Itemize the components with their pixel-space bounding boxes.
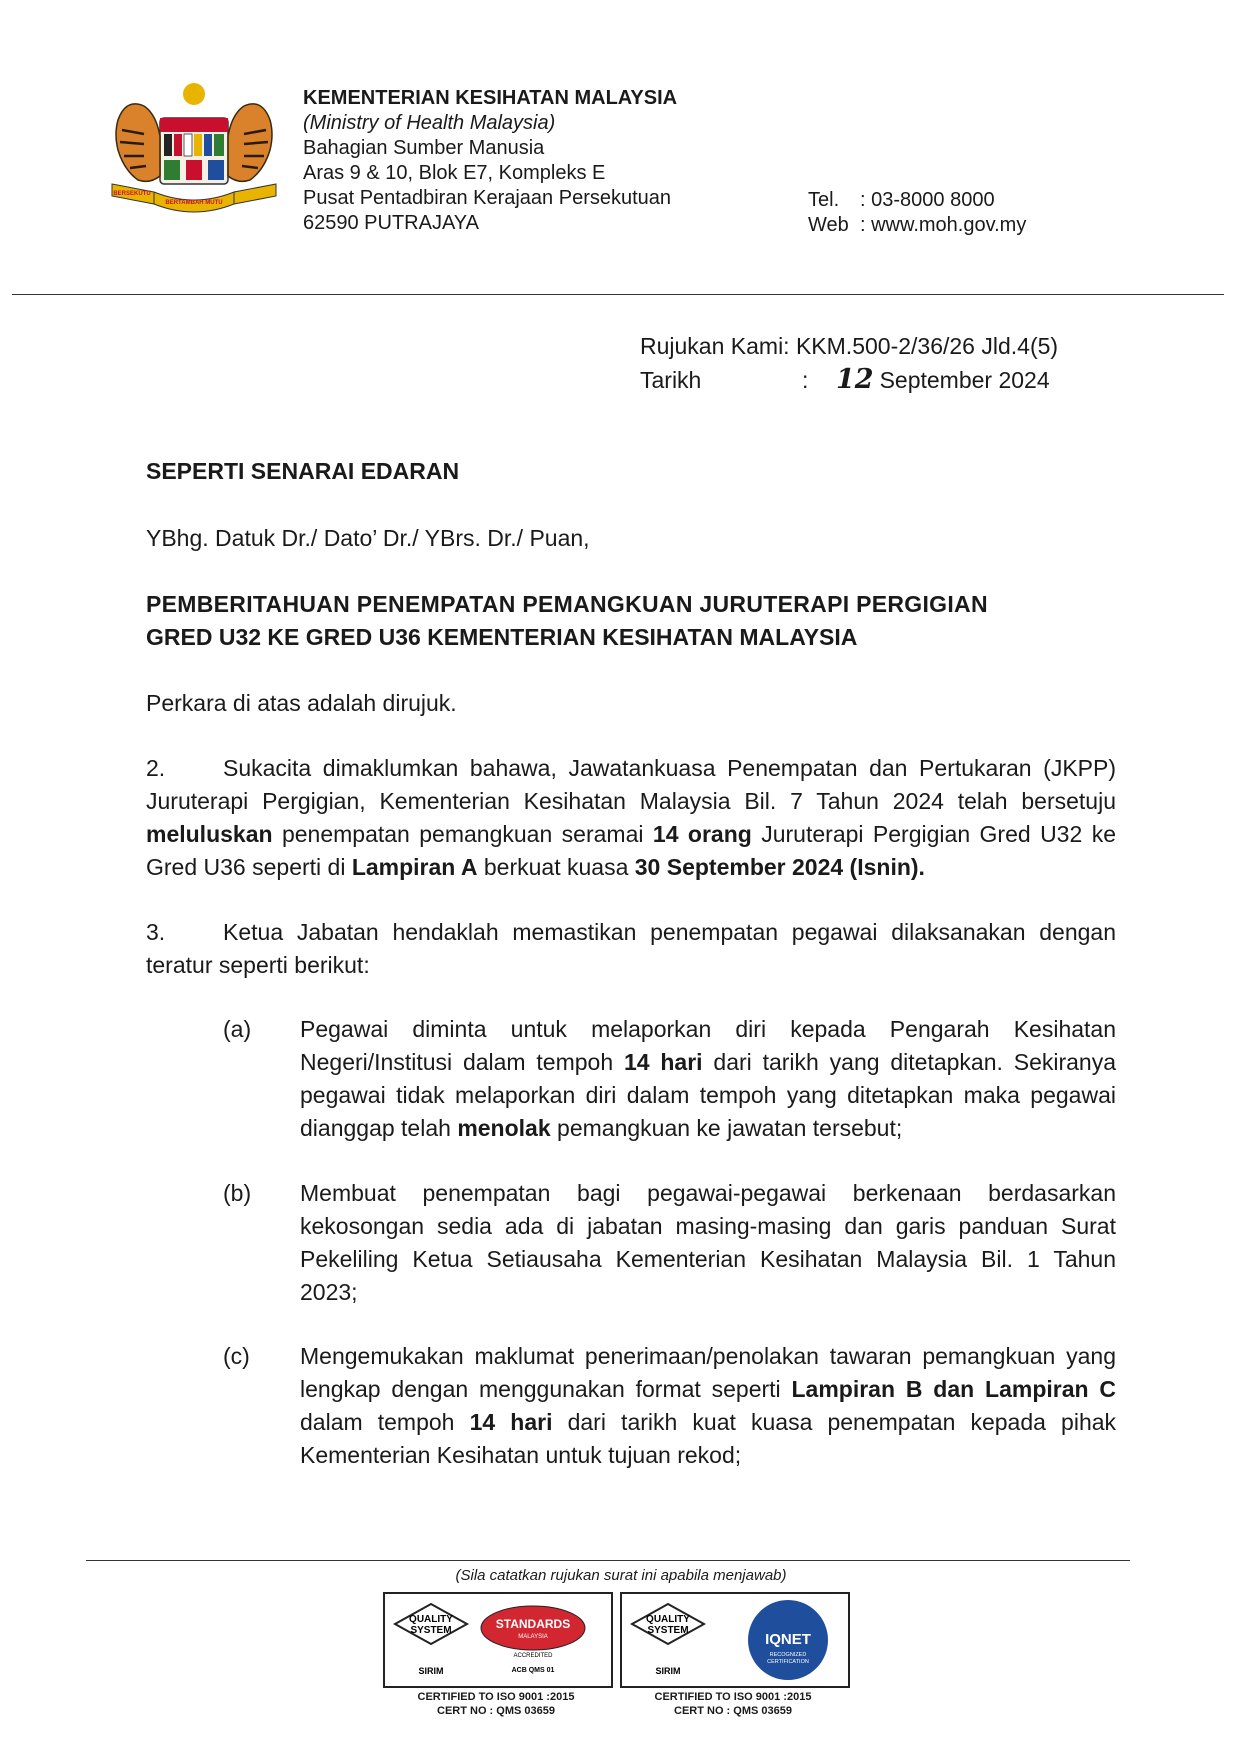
malaysia-text: MALAYSIA: [518, 1634, 548, 1640]
quality-system-text: QUALITY: [646, 1614, 690, 1625]
coat-of-arms-logo: [108, 80, 280, 215]
item-bold-text: 14 hari: [469, 1409, 553, 1435]
list-item-text: [300, 1340, 1116, 1472]
paragraph-bold-text: Lampiran A: [351, 854, 478, 880]
list-item-b: [146, 1177, 1116, 1309]
certification-line: CERT NO : QMS 03659: [437, 1705, 555, 1717]
list-item-text: Membuat penempatan bagi pegawai-pegawai berkenaan berdasarkan kekosongan sedia ada di jabatan masing-masing dan garis panduan Surat Pekeliling Ketua Setiausaha Kementerian Kesihatan Malaysia Bil. 1 Tahun 2023;: [300, 1180, 1116, 1305]
list-item-a: [146, 1013, 1116, 1145]
date-colon: :: [802, 367, 809, 393]
ministry-name: KEMENTERIAN KESIHATAN MALAYSIA: [303, 87, 678, 109]
subject-line: GRED U32 KE GRED U36 KEMENTERIAN KESIHATAN MALAYSIA: [146, 624, 858, 650]
sirim-iqnet-logo: [622, 1594, 848, 1686]
certification-text: [613, 1690, 853, 1718]
item-text: dari tarikh kuat kuasa penempatan kepada pihak Kementerian Kesihatan untuk tujuan rekod;: [300, 1409, 1117, 1468]
quality-system-text: QUALITY: [409, 1614, 453, 1625]
letterhead-address: [303, 86, 677, 236]
paragraph-bold-text: 30 September 2024 (Isnin).: [634, 854, 925, 880]
salutation: YBhg. Datuk Dr./ Dato’ Dr./ YBrs. Dr./ Puan,: [146, 525, 590, 551]
header-divider: [12, 294, 1224, 295]
item-bold-text: menolak: [457, 1115, 551, 1141]
reference-label: Rujukan Kami:: [640, 333, 790, 359]
item-text: Pegawai diminta untuk melaporkan diri kepada Pengarah Kesihatan Negeri/Institusi dalam tempoh: [300, 1016, 1116, 1075]
footer-note: (Sila catatkan rujukan surat ini apabila menjawab): [455, 1567, 787, 1584]
paragraph-bold-text: meluluskan: [146, 821, 273, 847]
certification-line: CERT NO : QMS 03659: [674, 1705, 792, 1717]
footer-divider: [86, 1560, 1130, 1561]
date-value: September 2024: [879, 367, 1050, 393]
standards-text: STANDARDS: [495, 1617, 571, 1631]
quality-system-text: SYSTEM: [410, 1625, 452, 1636]
paragraph-2: [146, 752, 1116, 884]
iqnet-text: IQNET: [765, 1631, 811, 1648]
reference-number: KKM.500-2/36/26 Jld.4(5): [795, 333, 1059, 359]
address-line: Pusat Pentadbiran Kerajaan Persekutuan: [303, 187, 672, 209]
list-item-label: (b): [223, 1180, 252, 1206]
sirim-text: SIRIM: [418, 1666, 444, 1676]
subject-heading: [146, 588, 1116, 654]
certification-line: CERTIFIED TO ISO 9001 :2015: [654, 1691, 812, 1703]
paragraph-bold-text: 14 orang: [652, 821, 752, 847]
tel-label: Tel.: [808, 189, 840, 211]
paragraph-number: 3.: [146, 919, 166, 945]
item-text: dari tarikh yang ditetapkan. Sekiranya pegawai tidak melaporkan diri dalam tempoh yang ditetapkan maka pegawai dianggap telah: [300, 1049, 1116, 1141]
crest-ribbon-left-text: BERSEKUTU: [113, 191, 151, 197]
paragraph-text: Sukacita dimaklumkan bahawa, Jawatankuasa Penempatan dan Pertukaran (JKPP) Juruterapi Pergigian, Kementerian Kesihatan Malaysia Bil. 7 Tahun 2024 telah bersetuju: [146, 755, 1116, 814]
web-value: : www.moh.gov.my: [860, 214, 1027, 236]
accredited-text: ACCREDITED: [513, 1653, 553, 1659]
paragraph-3: [146, 916, 1116, 982]
quality-system-text: SYSTEM: [647, 1625, 689, 1636]
opening-line: Perkara di atas adalah dirujuk.: [146, 690, 457, 716]
recipient: SEPERTI SENARAI EDARAN: [146, 458, 460, 484]
paragraph-text: Ketua Jabatan hendaklah memastikan penempatan pegawai dilaksanakan dengan teratur seperti berikut:: [146, 919, 1116, 978]
tel-value: : 03-8000 8000: [860, 189, 995, 211]
item-text: Mengemukakan maklumat penerimaan/penolakan tawaran pemangkuan yang lengkap dengan menggunakan format seperti: [300, 1343, 1116, 1402]
subject-line: PEMBERITAHUAN PENEMPATAN PEMANGKUAN JURUTERAPI PERGIGIAN: [146, 591, 988, 617]
list-item-text: [300, 1013, 1116, 1145]
acb-text: ACB QMS 01: [511, 1667, 555, 1674]
reference-block: [640, 330, 1058, 397]
address-line: 62590 PUTRAJAYA: [303, 212, 480, 234]
item-bold-text: 14 hari: [623, 1049, 703, 1075]
date-label: Tarikh: [640, 367, 702, 393]
handwritten-day: 12: [836, 364, 874, 395]
sirim-standards-logo: [385, 1594, 611, 1686]
sirim-text: SIRIM: [655, 1666, 681, 1676]
list-item-c: [146, 1340, 1116, 1472]
item-text: pemangkuan ke jawatan tersebut;: [550, 1115, 903, 1141]
paragraph-text: Juruterapi Pergigian Gred U32 ke Gred U36 seperti di: [146, 821, 1116, 880]
list-item-label: (a): [223, 1016, 252, 1042]
item-bold-text: Lampiran B dan Lampiran C: [791, 1376, 1117, 1402]
paragraph-text: penempatan pemangkuan seramai: [272, 821, 653, 847]
list-item-label: (c): [223, 1343, 250, 1369]
crest-ribbon-center-text: BERTAMBAH MUTU: [165, 200, 223, 206]
contact-info: [808, 188, 1026, 238]
ministry-name-en: (Ministry of Health Malaysia): [303, 112, 556, 134]
web-label: Web: [808, 214, 849, 236]
paragraph-text: berkuat kuasa: [477, 854, 635, 880]
paragraph-number: 2.: [146, 755, 166, 781]
certification-text: [376, 1690, 616, 1718]
address-line: Aras 9 & 10, Blok E7, Kompleks E: [303, 162, 606, 184]
certification-box: [383, 1592, 613, 1688]
certification-box: [620, 1592, 850, 1688]
item-text: dalam tempoh: [300, 1409, 470, 1435]
certification-line: CERTIFIED TO ISO 9001 :2015: [417, 1691, 575, 1703]
address-line: Bahagian Sumber Manusia: [303, 137, 545, 159]
recognized-text: RECOGNIZED: [769, 1652, 807, 1658]
certification-small-text: CERTIFICATION: [767, 1659, 809, 1665]
